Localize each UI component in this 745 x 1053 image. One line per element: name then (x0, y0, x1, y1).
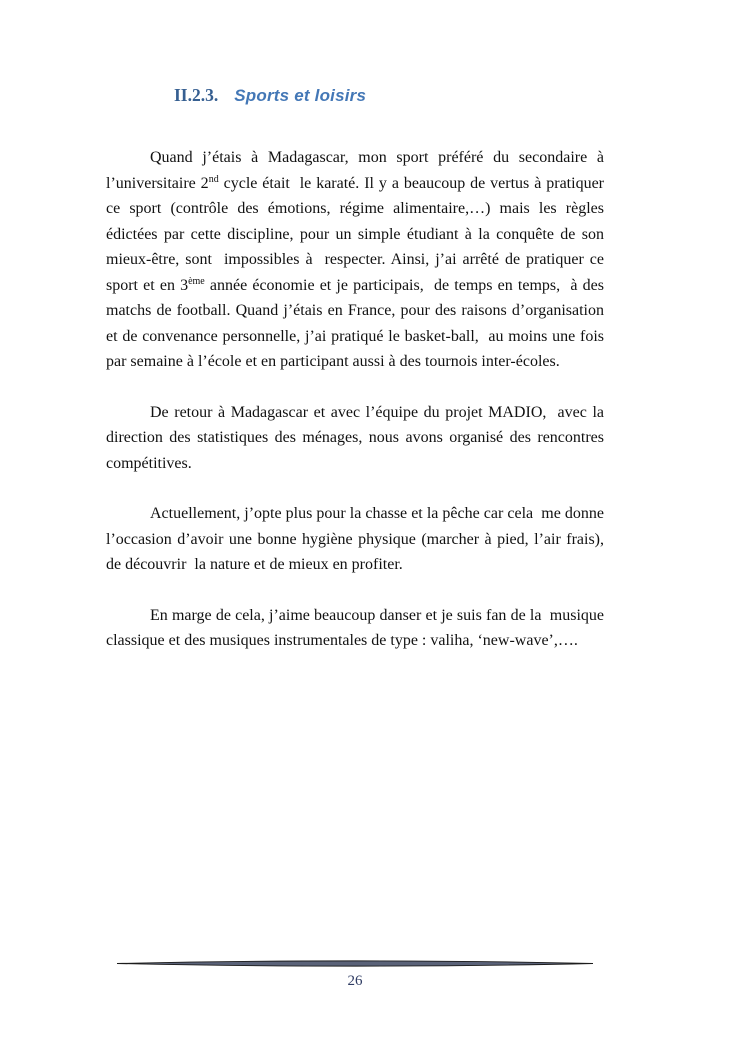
footer-divider-line (116, 959, 594, 968)
paragraph: De retour à Madagascar et avec l’équipe du projet MADIO, avec la direction des statistiques des ménages, nous avons organisé des rencontres compétitives. (106, 403, 604, 472)
paragraph: Actuellement, j’opte plus pour la chasse et la pêche car cela me donne l’occasion d’avoir une bonne hygiène physique (marcher à pied, l’air frais), de découvrir la nature et de mieux en profiter. (106, 505, 604, 573)
section-heading (174, 84, 604, 107)
paragraph: En marge de cela, j’aime beaucoup danser et je suis fan de la musique classique et des musiques instrumentales de type : valiha, ‘new-wave’,…. (106, 606, 604, 649)
superscript: ème (188, 276, 205, 287)
section-heading-title: Sports et loisirs (234, 86, 367, 105)
page-footer (106, 959, 604, 990)
superscript: nd (208, 174, 219, 185)
section-heading-number: II.2.3. (174, 85, 219, 105)
body-paragraphs (106, 145, 604, 654)
paragraph: Quand j’étais à Madagascar, mon sport préféré du secondaire à l’universitaire 2nd cycle était le karaté. Il y a beaucoup de vertus à pratiquer ce sport (contrôle des émotions, régime alimentaire,…) mais les règles édictées par cette discipline, pour un simple étudiant à la conquête de son mieux-être, sont impossibles à respecter. Ainsi, j’ai arrêté de pratiquer ce sport et en 3ème année économie et je participais, de temps en temps, à des matchs de football. Quand j’étais en France, pour des raisons d’organisation et de convenance personnelle, j’ai pratiqué le basket-ball, au moins une fois par semaine à l’école et en participant aussi à des tournois inter-écoles. (106, 149, 604, 370)
page-content (106, 84, 604, 679)
page-number: 26 (347, 973, 363, 989)
